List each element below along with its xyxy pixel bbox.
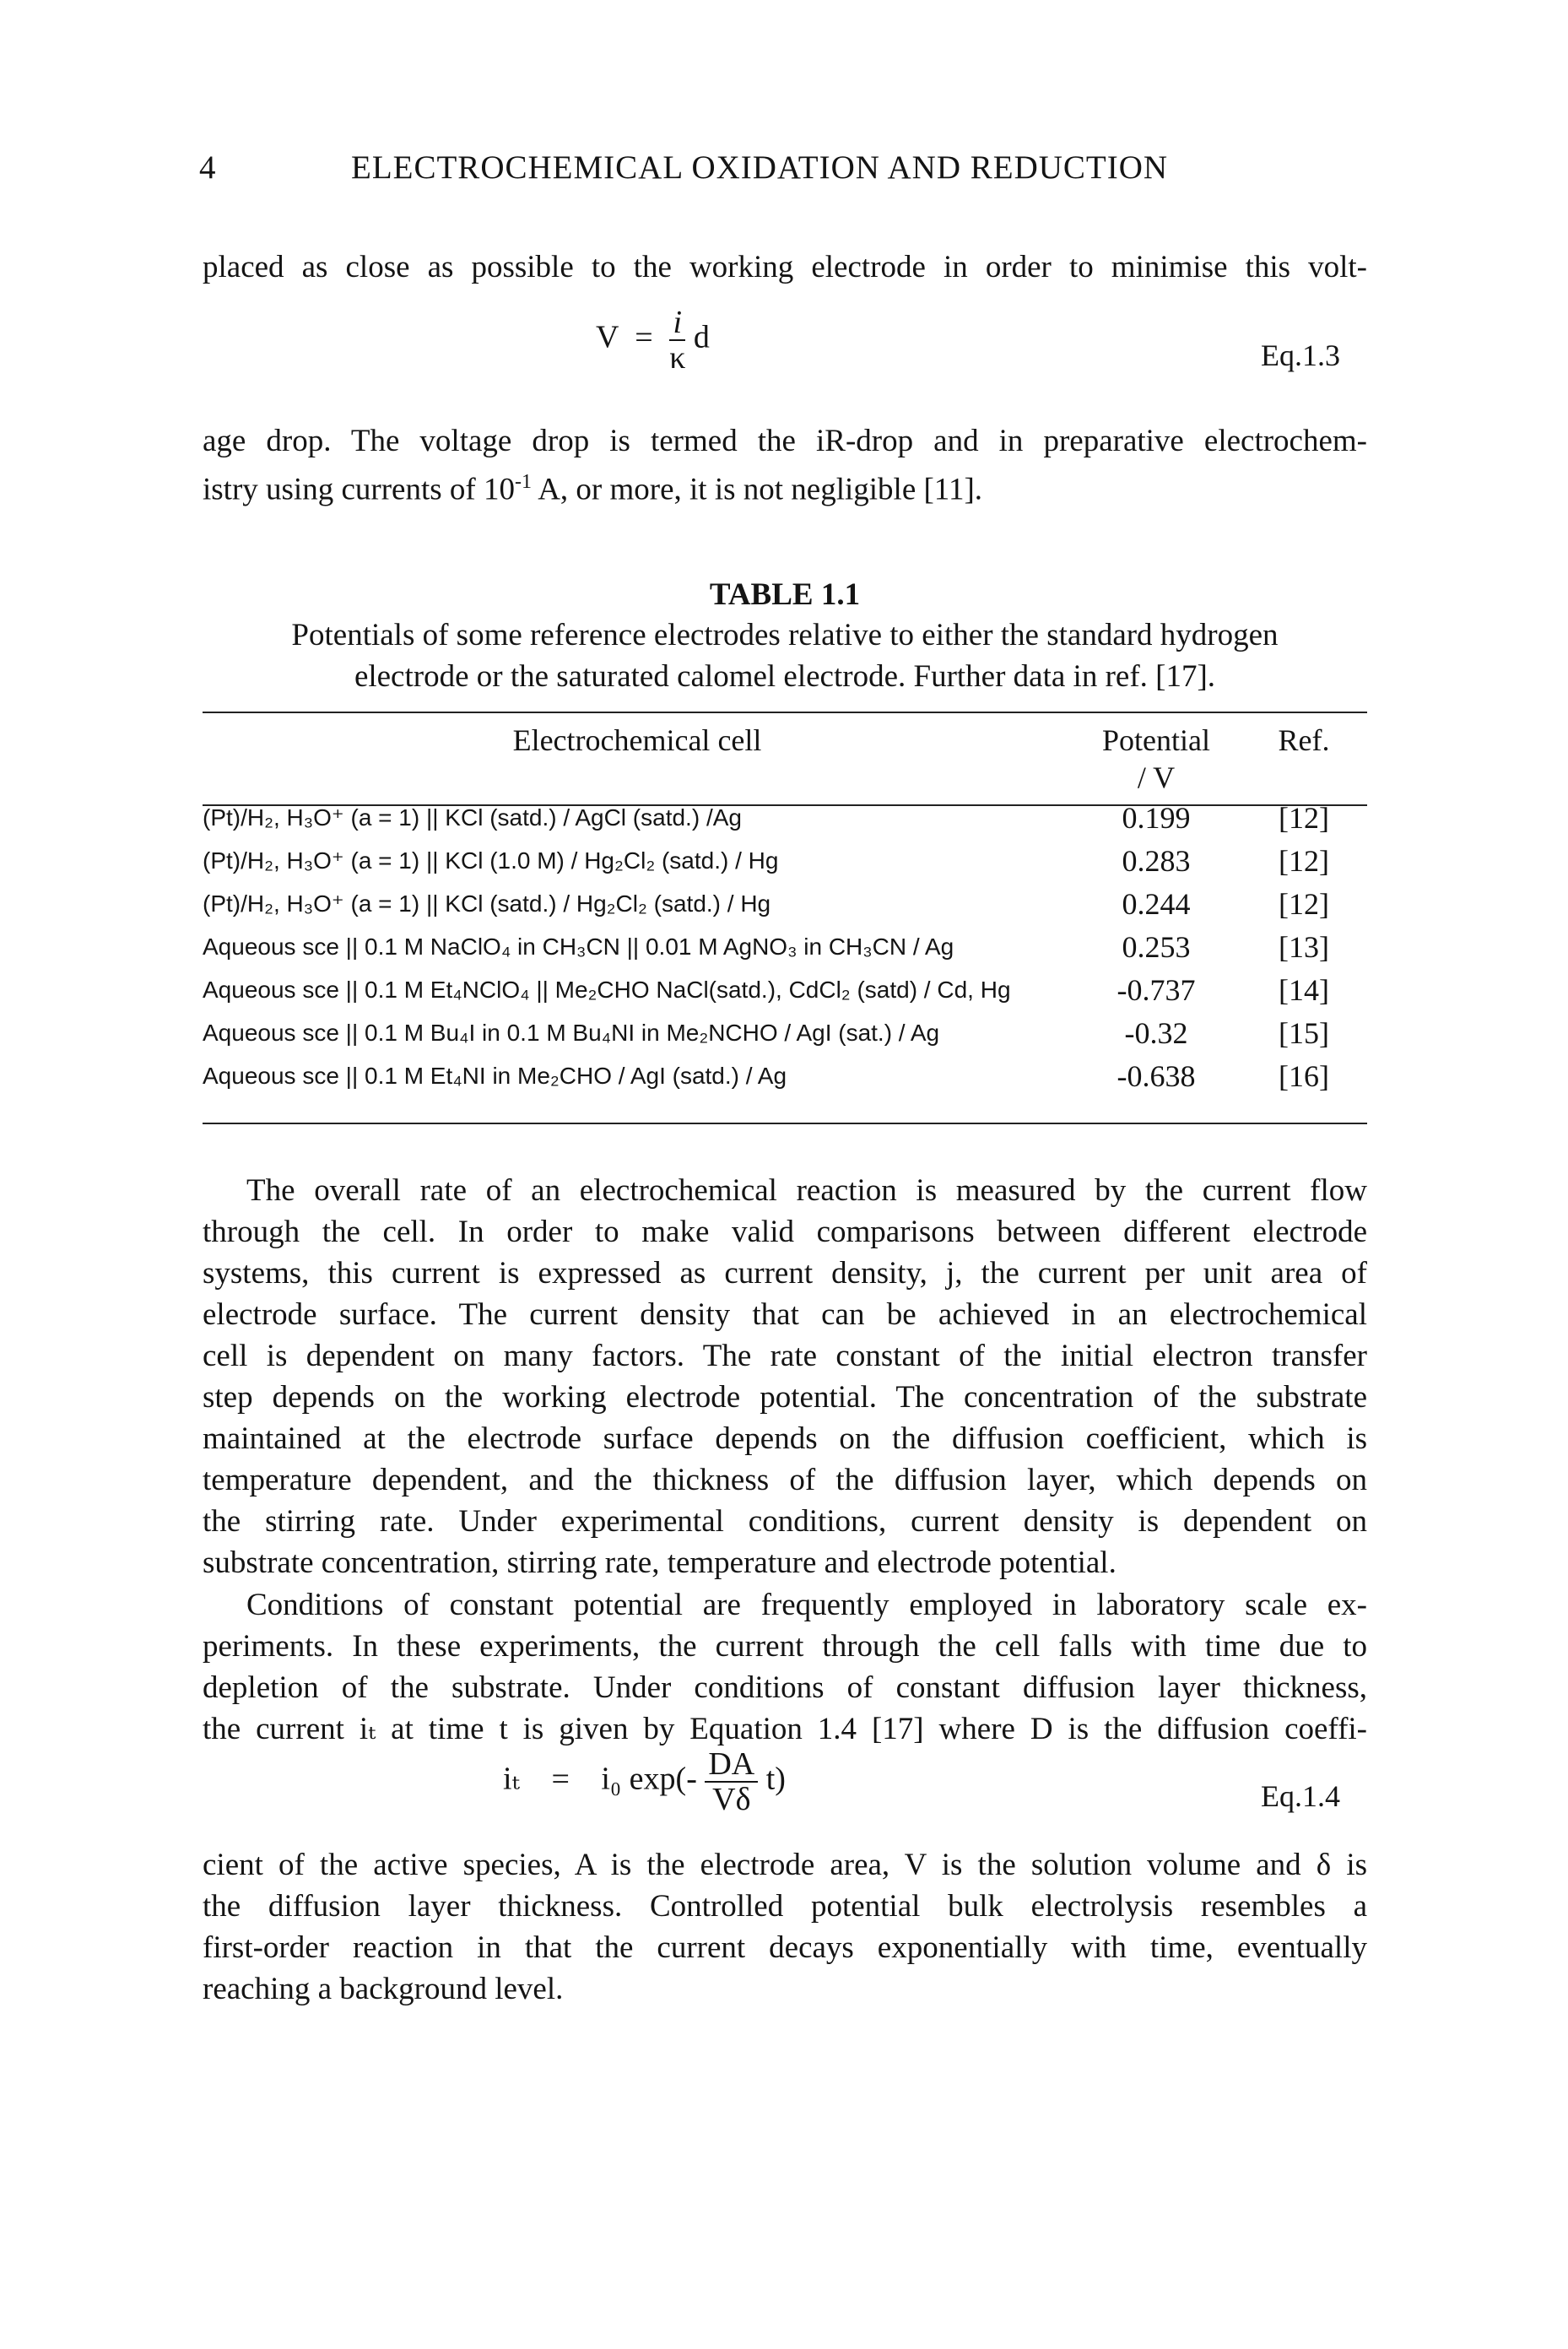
table-row	[203, 968, 1367, 1011]
para3-line: reaching a background level.	[203, 1972, 564, 2006]
cell-ref: [13]	[1279, 929, 1329, 964]
para3-line: cient of the active species, A is the electrode area, V is the solution volume and δ is	[203, 1848, 1367, 1882]
paragraph-current-density	[203, 1170, 1367, 1583]
cell-description: (Pt)/H₂, H₃O⁺ (a = 1) || KCl (satd.) / Hg₂Cl₂ (satd.) / Hg	[203, 890, 771, 917]
paragraph-constant-potential	[203, 1584, 1367, 1750]
page-number: 4	[199, 149, 216, 186]
eq1-frac-numerator: i	[669, 306, 685, 341]
equation-1-4	[503, 1747, 786, 1816]
reference-electrodes-table	[203, 722, 1367, 1097]
eq1-equals: =	[635, 319, 653, 355]
cell-potential: 0.244	[1122, 886, 1191, 921]
eq2-frac-denominator: Vδ	[712, 1782, 751, 1817]
eq2-frac-numerator: DA	[705, 1747, 758, 1783]
para1-line: The overall rate of an electrochemical reaction is measured by the current flow	[246, 1173, 1367, 1208]
header-potential-label: Potential	[1102, 723, 1210, 757]
cell-description: Aqueous sce || 0.1 M Et₄NI in Me₂CHO / AgI (satd.) / Ag	[203, 1062, 787, 1089]
cell-potential: 0.253	[1122, 929, 1191, 964]
para3-line: first-order reaction in that the current decays exponentially with time, eventually	[203, 1930, 1367, 1965]
running-title: ELECTROCHEMICAL OXIDATION AND REDUCTION	[351, 149, 1169, 186]
table-row	[203, 925, 1367, 968]
para1-line: cell is dependent on many factors. The rate constant of the initial electron transfer	[203, 1339, 1367, 1373]
eq1-follow-paragraph	[203, 420, 1367, 510]
para1-line: maintained at the electrode surface depends on the diffusion coefficient, which is	[203, 1421, 1367, 1456]
cell-description: (Pt)/H₂, H₃O⁺ (a = 1) || KCl (satd.) / AgCl (satd.) /Ag	[203, 804, 742, 831]
para1-line: the stirring rate. Under experimental conditions, current density is dependent on	[203, 1504, 1367, 1539]
para1-line: through the cell. In order to make valid comparisons between different electrode	[203, 1215, 1367, 1249]
para2-line: Conditions of constant potential are frequently employed in laboratory scale ex-	[246, 1588, 1367, 1622]
header-potential	[1072, 722, 1241, 796]
cell-ref: [12]	[1279, 800, 1329, 835]
cell-ref: [14]	[1279, 972, 1329, 1007]
para1-line: substrate concentration, stirring rate, temperature and electrode potential.	[203, 1545, 1117, 1580]
table-row	[203, 1011, 1367, 1054]
after-eq1-line2	[203, 462, 1367, 510]
eq2-equals: =	[551, 1761, 570, 1797]
table-header-rule	[203, 804, 1367, 806]
header-ref: Ref.	[1278, 723, 1330, 757]
para2-line: periments. In these experiments, the current through the cell falls with time due to	[203, 1629, 1367, 1664]
cell-description: Aqueous sce || 0.1 M NaClO₄ in CH₃CN || 0.01 M AgNO₃ in CH₃CN / Ag	[203, 933, 954, 960]
cell-ref: [12]	[1279, 843, 1329, 878]
table-bottom-rule	[203, 1123, 1367, 1124]
header-electrochemical-cell: Electrochemical cell	[512, 723, 762, 757]
table-row	[203, 1054, 1367, 1097]
table-title: TABLE 1.1	[709, 577, 861, 612]
eq2-fraction	[705, 1747, 758, 1816]
cell-description: Aqueous sce || 0.1 M Et₄NClO₄ || Me₂CHO NaCl(satd.), CdCl₂ (satd) / Cd, Hg	[203, 976, 1011, 1003]
para3-line: the diffusion layer thickness. Controlled potential bulk electrolysis resembles a	[203, 1889, 1367, 1924]
table-row	[203, 882, 1367, 925]
paragraph-diffusion	[203, 1844, 1367, 2010]
cell-description: (Pt)/H₂, H₃O⁺ (a = 1) || KCl (1.0 M) / Hg₂Cl₂ (satd.) / Hg	[203, 847, 779, 874]
eq1-frac-denominator: κ	[669, 340, 686, 376]
table-top-rule	[203, 712, 1367, 713]
page-header	[199, 149, 1369, 196]
eq1-tail: d	[693, 319, 710, 355]
after-eq1-line2-part-a: istry using currents of 10	[203, 472, 515, 507]
after-eq1-line1: age drop. The voltage drop is termed the iR-drop and in preparative electrochem-	[203, 424, 1367, 458]
table-header-row	[203, 722, 1367, 796]
after-eq1-line2-part-b: A, or more, it is not negligible [11].	[531, 472, 983, 507]
eq2-rhs-pre: i₀ exp(-	[601, 1761, 697, 1797]
cell-description: Aqueous sce || 0.1 M Bu₄I in 0.1 M Bu₄NI in Me₂NCHO / AgI (sat.) / Ag	[203, 1019, 940, 1046]
cell-potential: 0.199	[1122, 800, 1191, 835]
eq1-label: Eq.1.3	[1261, 338, 1340, 372]
para1-line: step depends on the working electrode potential. The concentration of the substrate	[203, 1380, 1367, 1415]
eq2-lhs: iₜ	[503, 1761, 520, 1797]
cell-ref: [16]	[1279, 1058, 1329, 1093]
eq1-lhs: V	[596, 319, 619, 355]
cell-ref: [15]	[1279, 1015, 1329, 1050]
table-row	[203, 796, 1367, 839]
cell-potential: -0.737	[1117, 972, 1196, 1007]
table-row	[203, 839, 1367, 882]
intro-paragraph	[203, 246, 1367, 288]
eq2-rhs-post: t)	[765, 1761, 786, 1797]
cell-potential: 0.283	[1122, 843, 1191, 878]
cell-ref: [12]	[1279, 886, 1329, 921]
cell-potential: -0.32	[1124, 1015, 1188, 1050]
eq2-label: Eq.1.4	[1261, 1779, 1340, 1813]
table-caption	[203, 614, 1367, 697]
header-potential-unit: / V	[1137, 760, 1176, 794]
para2-line: depletion of the substrate. Under conditions of constant diffusion layer thickness,	[203, 1670, 1367, 1705]
exponent: -1	[514, 471, 532, 493]
equation-1-3	[596, 306, 710, 375]
para1-line: temperature dependent, and the thickness of the diffusion layer, which depends on	[203, 1463, 1367, 1497]
para1-line: systems, this current is expressed as current density, j, the current per unit area of	[203, 1256, 1367, 1291]
table-caption-line1: Potentials of some reference electrodes relative to either the standard hydrogen	[291, 618, 1279, 652]
intro-line: placed as close as possible to the working electrode in order to minimise this volt-	[203, 250, 1367, 284]
para2-line: the current iₜ at time t is given by Equation 1.4 [17] where D is the diffusion coeffi-	[203, 1712, 1367, 1746]
para1-line: electrode surface. The current density that can be achieved in an electrochemical	[203, 1297, 1367, 1332]
cell-potential: -0.638	[1117, 1058, 1196, 1093]
eq1-fraction	[669, 306, 685, 375]
table-caption-line2: electrode or the saturated calomel electrode. Further data in ref. [17].	[354, 659, 1216, 694]
